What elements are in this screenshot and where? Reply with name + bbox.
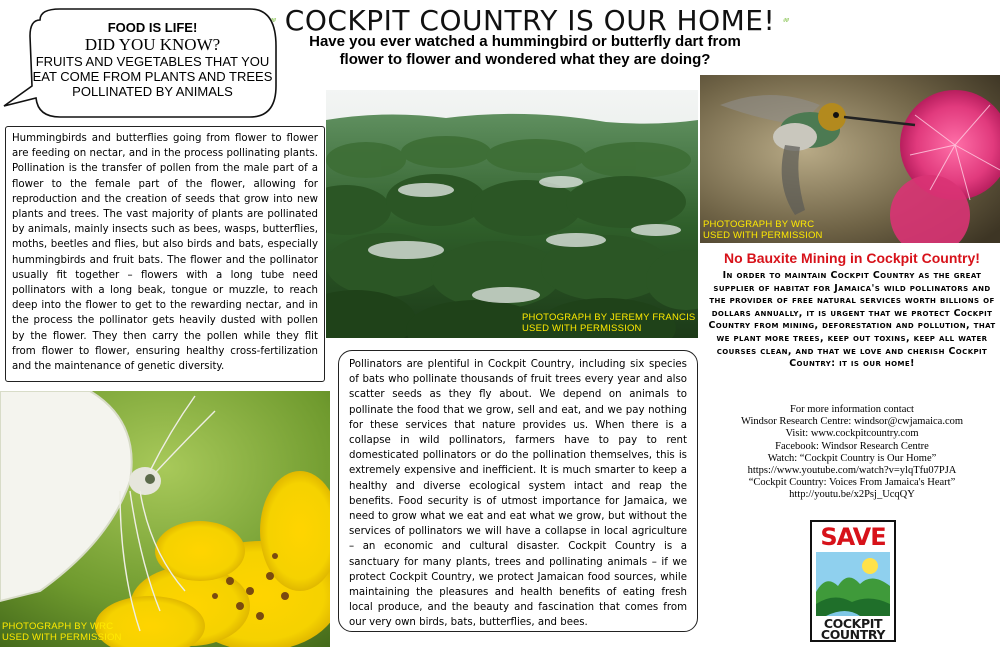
- butterfly-photo: [0, 391, 330, 647]
- pollinators-text-box: Pollinators are plentiful in Cockpit Country, including six species of bats who pollinate thousands of fruit trees every year and also scatter seeds as they fly about. We depend on animals to pollinate the food that we grow, sell and eat, and we pay nothing for these services that nature provides us. When there is a collapse in wild pollinators, farmers have to pay to rent domesticated pollinators or do the pollination themselves, this is extremely expensive and inefficient. It is much smarter to keep a healthy and diverse ecological system intact and reap the benefits. Food security is of utmost importance for Jamaica, we need to grow what we eat and eat what we grow, but without the services of pollinators we will have a collapse in local agriculture – an economic and cultural disaster. Cockpit Country is a sanctuary for many plants, trees and pollinating animals – if we protect Cockpit Country, we protect Jamaican food sources, while maintaining the pleasures and health benefits of eating fresh local produce, and the beauty and fascination that comes from our very own birds, bats, butterflies, and bees.: [338, 350, 698, 632]
- contact-watch: Watch: “Cockpit Country is Our Home”: [767, 452, 937, 464]
- logo-save-text: SAVE: [820, 523, 886, 551]
- contact-info: [706, 404, 998, 502]
- bubble-text: [30, 20, 275, 99]
- logo-landscape-icon: [816, 552, 890, 616]
- contact-video-title: “Cockpit Country: Voices From Jamaica's Heart”: [748, 477, 956, 489]
- bubble-body: FRUITS AND VEGETABLES THAT YOU EAT COME FROM PLANTS AND TREES POLLINATED BY ANIMALS: [32, 54, 273, 99]
- photo-credit: PHOTOGRAPH BY WRC USED WITH PERMISSION: [703, 219, 823, 241]
- pollination-text-box: Hummingbirds and butterflies going from flower to flower are feeding on nectar, and in the process pollinating plants. Pollination is the transfer of pollen from the male part of a flower to the female part of the flower, allowing for reproduction and the creation of seeds that grow into new plants and trees. The vast majority of plants are pollinated by animals, mainly insects such as bees, wasps, butterflies, moths, beetles and flies, but also birds and bats, especially hummingbirds and fruit bats. The flower and the pollinator usually fit together – flowers with a long tube need pollinators with a long beak, tongue or muzzle, to reach deep into the flower to get to the rewarding nectar, and in the process the pollinator gets heavily dusted with pollen by the flower. They then carry the pollen while they flit from flower to flower, ensuring healthy cross-fertilization and the maintenance of genetic diversity.: [5, 126, 325, 382]
- speech-bubble: [0, 6, 280, 121]
- contact-line: For more information contact: [790, 404, 914, 415]
- photo-credit: PHOTOGRAPH BY WRC USED WITH PERMISSION: [2, 621, 122, 643]
- landscape-image: [326, 90, 698, 338]
- no-mining-body: In order to maintain Cockpit Country as the great supplier of habitat for Jamaica's wild pollinators and the provider of free natural services worth billions of dollars annually, it is urgent that we protect Cockpit Country from mining, deforestation and pollution, that we plant more trees, keep out toxins, keep all water courses clean, and that we love and cherish Cockpit Country: it is our home!: [708, 270, 996, 370]
- hummingbird-photo: [700, 75, 1000, 243]
- butterfly-image: [0, 391, 330, 647]
- no-mining-title: No Bauxite Mining in Cockpit Country!: [724, 250, 980, 266]
- photo-credit: PHOTOGRAPH BY JEREMY FRANCIS USED WITH PERMISSION: [522, 312, 696, 334]
- logo-line-1: COCKPIT: [823, 616, 883, 631]
- contact-website-link[interactable]: Visit: www.cockpitcountry.com: [785, 428, 919, 440]
- bubble-did-you-know: DID YOU KNOW?: [84, 35, 221, 54]
- landscape-photo: [326, 90, 698, 338]
- leaf-icon: [783, 5, 790, 35]
- hummingbird-image: [700, 75, 1000, 243]
- contact-facebook: Facebook: Windsor Research Centre: [775, 440, 929, 452]
- page-subtitle: Have you ever watched a hummingbird or butterfly dart from flower to flower and wondered what they are doing?: [309, 33, 741, 68]
- contact-email-link[interactable]: Windsor Research Centre: windsor@cwjamaica.com: [740, 416, 964, 428]
- save-cockpit-country-logo: [810, 520, 896, 642]
- contact-youtu-link[interactable]: http://youtu.be/x2Psj_UcqQY: [789, 489, 915, 501]
- bubble-title: FOOD IS LIFE!: [107, 20, 198, 35]
- page-title: COCKPIT COUNTRY IS OUR HOME!: [284, 3, 776, 37]
- contact-youtube-link[interactable]: https://www.youtube.com/watch?v=ylqTfu07PJA: [747, 465, 957, 477]
- logo-line-2: COUNTRY: [820, 627, 886, 642]
